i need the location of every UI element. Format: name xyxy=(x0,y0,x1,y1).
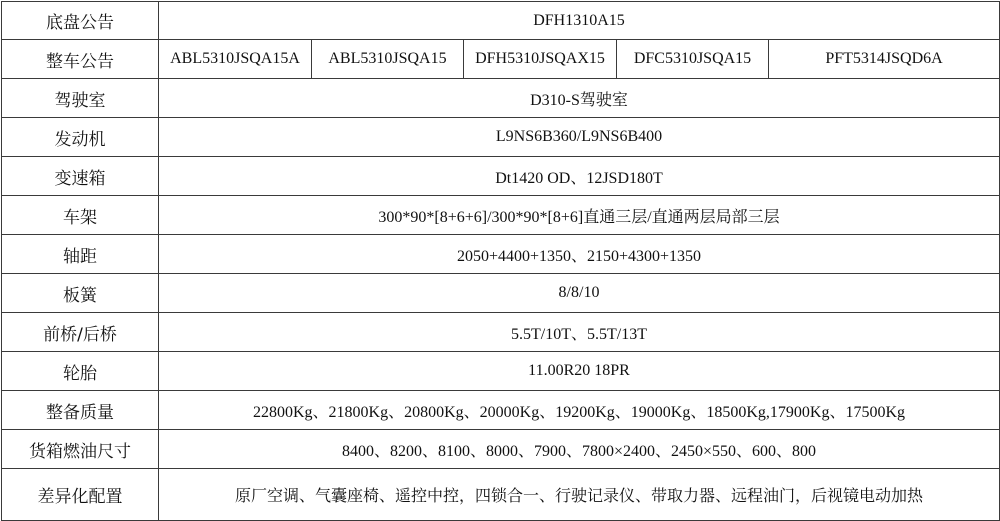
row-value: 11.00R20 18PR xyxy=(159,352,1000,391)
row-value: DFH5310JSQAX15 xyxy=(464,40,617,79)
row-value: 300*90*[8+6+6]/300*90*[8+6]直通三层/直通两层局部三层 xyxy=(159,196,1000,235)
table-row xyxy=(2,313,1000,352)
table-row xyxy=(2,391,1000,430)
row-value: D310-S驾驶室 xyxy=(159,79,1000,118)
table-row xyxy=(2,235,1000,274)
row-value: Dt1420 OD、12JSD180T xyxy=(159,157,1000,196)
row-label: 底盘公告 xyxy=(2,2,159,40)
row-label: 整备质量 xyxy=(2,391,159,430)
table-row xyxy=(2,79,1000,118)
row-label: 货箱燃油尺寸 xyxy=(2,430,159,469)
row-label: 轮胎 xyxy=(2,352,159,391)
table-row xyxy=(2,352,1000,391)
row-label: 驾驶室 xyxy=(2,79,159,118)
row-label: 整车公告 xyxy=(2,40,159,79)
table-row xyxy=(2,118,1000,157)
row-label: 车架 xyxy=(2,196,159,235)
table-row xyxy=(2,430,1000,469)
row-value: 22800Kg、21800Kg、20800Kg、20000Kg、19200Kg、19000Kg、18500Kg,17900Kg、17500Kg xyxy=(159,391,1000,430)
row-value: L9NS6B360/L9NS6B400 xyxy=(159,118,1000,157)
row-value: 2050+4400+1350、2150+4300+1350 xyxy=(159,235,1000,274)
row-value: DFC5310JSQA15 xyxy=(617,40,769,79)
table-row xyxy=(2,157,1000,196)
table-row xyxy=(2,40,1000,79)
row-value: 5.5T/10T、5.5T/13T xyxy=(159,313,1000,352)
table-row xyxy=(2,196,1000,235)
row-label: 轴距 xyxy=(2,235,159,274)
row-value: PFT5314JSQD6A xyxy=(769,40,1000,79)
row-value: ABL5310JSQA15 xyxy=(312,40,464,79)
row-value: 8400、8200、8100、8000、7900、7800×2400、2450×550、600、800 xyxy=(159,430,1000,469)
row-value: 原厂空调、气囊座椅、遥控中控，四锁合一、行驶记录仪、带取力器、远程油门，后视镜电动加热 xyxy=(159,469,1000,521)
table-row xyxy=(2,2,1000,40)
row-label: 变速箱 xyxy=(2,157,159,196)
row-label: 发动机 xyxy=(2,118,159,157)
spec-table xyxy=(1,1,1000,521)
row-label: 板簧 xyxy=(2,274,159,313)
row-label: 前桥/后桥 xyxy=(2,313,159,352)
row-value: DFH1310A15 xyxy=(159,2,1000,40)
table-row xyxy=(2,274,1000,313)
row-label: 差异化配置 xyxy=(2,469,159,521)
row-value: 8/8/10 xyxy=(159,274,1000,313)
row-value: ABL5310JSQA15A xyxy=(159,40,312,79)
table-row xyxy=(2,469,1000,521)
